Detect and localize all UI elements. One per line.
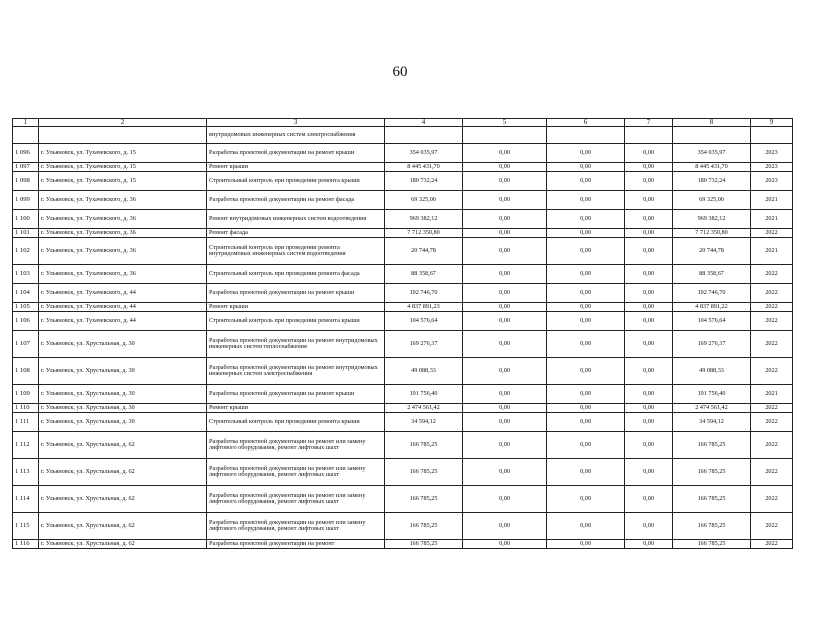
row-address: г. Ульяновск, ул. Хрустальная, д. 62 bbox=[39, 486, 207, 513]
row-total-cost: 88 358,67 bbox=[385, 265, 463, 284]
row-col6-value: 0,00 bbox=[547, 238, 625, 265]
row-col8-value: 49 088,33 bbox=[673, 358, 751, 385]
row-number: 1 100 bbox=[13, 210, 39, 229]
row-col8-value: 969 382,12 bbox=[673, 210, 751, 229]
row-number: 1 114 bbox=[13, 486, 39, 513]
table-row bbox=[13, 331, 793, 358]
row-number: 1 107 bbox=[13, 331, 39, 358]
row-col8-value: 34 594,12 bbox=[673, 413, 751, 432]
table-row bbox=[13, 265, 793, 284]
row-col7-value: 0,00 bbox=[625, 172, 673, 191]
row-col8-value: 104 576,64 bbox=[673, 312, 751, 331]
row-work-type: Разработка проектной документации на ремонт внутридомовых инженерных систем электроснабжения bbox=[207, 358, 385, 385]
row-work-type: Разработка проектной документации на ремонт или замену лифтового оборудования, ремонт лифтовых шахт bbox=[207, 459, 385, 486]
row-address: г. Ульяновск, ул. Тухачевского, д. 15 bbox=[39, 163, 207, 172]
row-col7-value: 0,00 bbox=[625, 144, 673, 163]
row-col6-value: 0,00 bbox=[547, 303, 625, 312]
row-year: 2022 bbox=[751, 331, 793, 358]
row-col7-value: 0,00 bbox=[625, 413, 673, 432]
row-col6-value: 0,00 bbox=[547, 385, 625, 404]
row-col6-value: 0,00 bbox=[547, 210, 625, 229]
col-header: 9 bbox=[751, 119, 793, 127]
row-col5-value: 0,00 bbox=[463, 404, 547, 413]
row-col8-value: 7 712 350,80 bbox=[673, 229, 751, 238]
row-total-cost: 8 445 431,70 bbox=[385, 163, 463, 172]
row-address: г. Ульяновск, ул. Хрустальная, д. 30 bbox=[39, 385, 207, 404]
row-number: 1 111 bbox=[13, 413, 39, 432]
row-year: 2021 bbox=[751, 238, 793, 265]
row-col6-value: 0,00 bbox=[547, 413, 625, 432]
table-row bbox=[13, 486, 793, 513]
row-col5-value: 0,00 bbox=[463, 358, 547, 385]
row-col7-value: 0,00 bbox=[625, 191, 673, 210]
row-col8-value: 191 756,40 bbox=[673, 385, 751, 404]
row-year: 2022 bbox=[751, 513, 793, 540]
col-header: 5 bbox=[463, 119, 547, 127]
row-col5-value: 0,00 bbox=[463, 284, 547, 303]
row-col8-value: 180 732,24 bbox=[673, 172, 751, 191]
row-col8-value: 166 785,25 bbox=[673, 459, 751, 486]
table-row bbox=[13, 284, 793, 303]
table-row bbox=[13, 413, 793, 432]
row-total-cost: 191 756,40 bbox=[385, 385, 463, 404]
row-col6-value: 0,00 bbox=[547, 432, 625, 459]
row-col5-value: 0,00 bbox=[463, 163, 547, 172]
row-address: г. Ульяновск, ул. Хрустальная, д. 62 bbox=[39, 459, 207, 486]
row-total-cost: 49 088,33 bbox=[385, 358, 463, 385]
row-col5-value: 0,00 bbox=[463, 229, 547, 238]
row-work-type: Ремонт внутридомовых инженерных систем водоотведения bbox=[207, 210, 385, 229]
row-total-cost: 34 594,12 bbox=[385, 413, 463, 432]
row-address: г. Ульяновск, ул. Тухачевского, д. 36 bbox=[39, 238, 207, 265]
row-address: г. Ульяновск, ул. Тухачевского, д. 15 bbox=[39, 172, 207, 191]
row-year: 2022 bbox=[751, 284, 793, 303]
row-address: г. Ульяновск, ул. Тухачевского, д. 15 bbox=[39, 144, 207, 163]
row-work-type: Разработка проектной документации на ремонт крыши bbox=[207, 144, 385, 163]
row-col8-value: 192 746,70 bbox=[673, 284, 751, 303]
row-total-cost: 354 035,97 bbox=[385, 144, 463, 163]
row-col8-value: 8 445 431,70 bbox=[673, 163, 751, 172]
table-row bbox=[13, 312, 793, 331]
row-total-cost: 192 746,70 bbox=[385, 284, 463, 303]
row-work-type: Разработка проектной документации на ремонт фасада bbox=[207, 191, 385, 210]
table-row bbox=[13, 210, 793, 229]
row-col8-value: 166 785,25 bbox=[673, 513, 751, 540]
table-row bbox=[13, 303, 793, 312]
table-row bbox=[13, 238, 793, 265]
row-work-type: Строительный контроль при проведении ремонта крыши bbox=[207, 413, 385, 432]
row-col7-value: 0,00 bbox=[625, 358, 673, 385]
row-number: 1 108 bbox=[13, 358, 39, 385]
table-row bbox=[13, 385, 793, 404]
row-work-type: Разработка проектной документации на ремонт крыши bbox=[207, 284, 385, 303]
row-number: 1 102 bbox=[13, 238, 39, 265]
row-total-cost: 4 837 891,23 bbox=[385, 303, 463, 312]
row-number: 1 105 bbox=[13, 303, 39, 312]
row-col5-value: 0,00 bbox=[463, 210, 547, 229]
row-col6-value: 0,00 bbox=[547, 172, 625, 191]
row-work-type: Ремонт фасада bbox=[207, 229, 385, 238]
col-header: 7 bbox=[625, 119, 673, 127]
row-year: 2022 bbox=[751, 413, 793, 432]
row-col5-value: 0,00 bbox=[463, 312, 547, 331]
row-col5-value: 0,00 bbox=[463, 513, 547, 540]
row-number: 1 104 bbox=[13, 284, 39, 303]
row-col6-value: 0,00 bbox=[547, 540, 625, 549]
table-row bbox=[13, 191, 793, 210]
row-total-cost: 169 276,37 bbox=[385, 331, 463, 358]
row-address: г. Ульяновск, ул. Хрустальная, д. 62 bbox=[39, 540, 207, 549]
col-header: 1 bbox=[13, 119, 39, 127]
row-col7-value: 0,00 bbox=[625, 385, 673, 404]
row-address: г. Ульяновск, ул. Тухачевского, д. 36 bbox=[39, 265, 207, 284]
row-col8-value: 20 744,78 bbox=[673, 238, 751, 265]
row-col6-value: 0,00 bbox=[547, 459, 625, 486]
continuation-row bbox=[13, 127, 793, 144]
row-year: 2021 bbox=[751, 210, 793, 229]
row-col6-value: 0,00 bbox=[547, 486, 625, 513]
row-number: 1 099 bbox=[13, 191, 39, 210]
row-total-cost: 20 744,78 bbox=[385, 238, 463, 265]
row-col6-value: 0,00 bbox=[547, 191, 625, 210]
row-total-cost: 166 785,25 bbox=[385, 486, 463, 513]
table-row bbox=[13, 404, 793, 413]
row-total-cost: 166 785,25 bbox=[385, 432, 463, 459]
row-address: г. Ульяновск, ул. Хрустальная, д. 30 bbox=[39, 331, 207, 358]
row-col6-value: 0,00 bbox=[547, 358, 625, 385]
row-col6-value: 0,00 bbox=[547, 284, 625, 303]
row-col5-value: 0,00 bbox=[463, 238, 547, 265]
row-col5-value: 0,00 bbox=[463, 191, 547, 210]
col-header: 6 bbox=[547, 119, 625, 127]
table-row bbox=[13, 163, 793, 172]
row-col5-value: 0,00 bbox=[463, 144, 547, 163]
row-col5-value: 0,00 bbox=[463, 265, 547, 284]
continuation-text: внутридомовых инженерных систем электроснабжения bbox=[207, 127, 385, 144]
row-col8-value: 166 785,25 bbox=[673, 486, 751, 513]
row-col7-value: 0,00 bbox=[625, 303, 673, 312]
row-total-cost: 7 712 350,80 bbox=[385, 229, 463, 238]
row-col7-value: 0,00 bbox=[625, 331, 673, 358]
row-col8-value: 4 837 891,22 bbox=[673, 303, 751, 312]
row-work-type: Разработка проектной документации на ремонт или замену лифтового оборудования, ремонт лифтовых шахт bbox=[207, 432, 385, 459]
row-col7-value: 0,00 bbox=[625, 513, 673, 540]
row-address: г. Ульяновск, ул. Тухачевского, д. 36 bbox=[39, 210, 207, 229]
row-total-cost: 166 785,25 bbox=[385, 513, 463, 540]
row-col5-value: 0,00 bbox=[463, 331, 547, 358]
row-year: 2022 bbox=[751, 404, 793, 413]
row-number: 1 103 bbox=[13, 265, 39, 284]
row-total-cost: 69 325,00 bbox=[385, 191, 463, 210]
row-total-cost: 104 576,64 bbox=[385, 312, 463, 331]
row-address: г. Ульяновск, ул. Тухачевского, д. 44 bbox=[39, 303, 207, 312]
row-col5-value: 0,00 bbox=[463, 486, 547, 513]
row-number: 1 116 bbox=[13, 540, 39, 549]
row-year: 2021 bbox=[751, 191, 793, 210]
table-row bbox=[13, 540, 793, 549]
row-col8-value: 69 325,00 bbox=[673, 191, 751, 210]
row-col7-value: 0,00 bbox=[625, 486, 673, 513]
row-col8-value: 2 474 561,42 bbox=[673, 404, 751, 413]
row-address: г. Ульяновск, ул. Хрустальная, д. 30 bbox=[39, 404, 207, 413]
row-number: 1 098 bbox=[13, 172, 39, 191]
row-work-type: Строительный контроль при проведении ремонта крыши bbox=[207, 172, 385, 191]
row-address: г. Ульяновск, ул. Хрустальная, д. 62 bbox=[39, 513, 207, 540]
row-number: 1 112 bbox=[13, 432, 39, 459]
row-work-type: Ремонт крыши bbox=[207, 163, 385, 172]
row-year: 2022 bbox=[751, 312, 793, 331]
row-number: 1 113 bbox=[13, 459, 39, 486]
row-col6-value: 0,00 bbox=[547, 229, 625, 238]
row-col6-value: 0,00 bbox=[547, 312, 625, 331]
row-col5-value: 0,00 bbox=[463, 172, 547, 191]
row-work-type: Ремонт крыши bbox=[207, 404, 385, 413]
col-header: 8 bbox=[673, 119, 751, 127]
row-work-type: Разработка проектной документации на ремонт внутридомовых инженерных систем теплоснабжения bbox=[207, 331, 385, 358]
row-total-cost: 180 732,24 bbox=[385, 172, 463, 191]
row-total-cost: 969 382,12 bbox=[385, 210, 463, 229]
row-col7-value: 0,00 bbox=[625, 210, 673, 229]
row-year: 2022 bbox=[751, 229, 793, 238]
row-col8-value: 88 358,67 bbox=[673, 265, 751, 284]
row-col7-value: 0,00 bbox=[625, 432, 673, 459]
row-address: г. Ульяновск, ул. Тухачевского, д. 44 bbox=[39, 312, 207, 331]
row-work-type: Строительный контроль при проведении ремонта крыши bbox=[207, 312, 385, 331]
row-year: 2022 bbox=[751, 432, 793, 459]
row-col6-value: 0,00 bbox=[547, 331, 625, 358]
table-row bbox=[13, 144, 793, 163]
row-col7-value: 0,00 bbox=[625, 238, 673, 265]
row-col6-value: 0,00 bbox=[547, 265, 625, 284]
row-total-cost: 2 474 561,42 bbox=[385, 404, 463, 413]
row-year: 2022 bbox=[751, 358, 793, 385]
row-number: 1 096 bbox=[13, 144, 39, 163]
row-col5-value: 0,00 bbox=[463, 385, 547, 404]
table-row bbox=[13, 172, 793, 191]
table-row bbox=[13, 229, 793, 238]
row-work-type: Разработка проектной документации на ремонт крыши bbox=[207, 385, 385, 404]
row-col7-value: 0,00 bbox=[625, 284, 673, 303]
row-col5-value: 0,00 bbox=[463, 303, 547, 312]
row-col5-value: 0,00 bbox=[463, 413, 547, 432]
row-col6-value: 0,00 bbox=[547, 513, 625, 540]
row-work-type: Строительный контроль при проведении ремонта фасада bbox=[207, 265, 385, 284]
row-col6-value: 0,00 bbox=[547, 163, 625, 172]
row-col5-value: 0,00 bbox=[463, 432, 547, 459]
col-header: 2 bbox=[39, 119, 207, 127]
row-number: 1 115 bbox=[13, 513, 39, 540]
row-address: г. Ульяновск, ул. Хрустальная, д. 62 bbox=[39, 432, 207, 459]
row-work-type: Разработка проектной документации на ремонт или замену лифтового оборудования, ремонт лифтовых шахт bbox=[207, 486, 385, 513]
row-col8-value: 166 785,25 bbox=[673, 432, 751, 459]
row-work-type: Строительный контроль при проведении ремонта внутридомовых инженерных систем водоотведения bbox=[207, 238, 385, 265]
row-year: 2021 bbox=[751, 385, 793, 404]
row-year: 2023 bbox=[751, 144, 793, 163]
row-total-cost: 166 785,25 bbox=[385, 540, 463, 549]
row-col7-value: 0,00 bbox=[625, 312, 673, 331]
row-address: г. Ульяновск, ул. Тухачевского, д. 36 bbox=[39, 191, 207, 210]
row-year: 2023 bbox=[751, 163, 793, 172]
table-row bbox=[13, 358, 793, 385]
row-year: 2022 bbox=[751, 459, 793, 486]
row-col6-value: 0,00 bbox=[547, 144, 625, 163]
col-header: 4 bbox=[385, 119, 463, 127]
row-col7-value: 0,00 bbox=[625, 540, 673, 549]
row-total-cost: 166 785,25 bbox=[385, 459, 463, 486]
row-address: г. Ульяновск, ул. Хрустальная, д. 30 bbox=[39, 358, 207, 385]
header-row bbox=[13, 119, 793, 127]
row-work-type: Ремонт крыши bbox=[207, 303, 385, 312]
row-col7-value: 0,00 bbox=[625, 265, 673, 284]
row-year: 2022 bbox=[751, 540, 793, 549]
row-col5-value: 0,00 bbox=[463, 459, 547, 486]
row-col7-value: 0,00 bbox=[625, 404, 673, 413]
row-col7-value: 0,00 bbox=[625, 459, 673, 486]
row-number: 1 106 bbox=[13, 312, 39, 331]
row-col7-value: 0,00 bbox=[625, 229, 673, 238]
row-year: 2022 bbox=[751, 265, 793, 284]
row-year: 2023 bbox=[751, 172, 793, 191]
table-row bbox=[13, 459, 793, 486]
row-address: г. Ульяновск, ул. Тухачевского, д. 36 bbox=[39, 229, 207, 238]
row-col7-value: 0,00 bbox=[625, 163, 673, 172]
row-year: 2022 bbox=[751, 486, 793, 513]
row-address: г. Ульяновск, ул. Хрустальная, д. 30 bbox=[39, 413, 207, 432]
row-number: 1 110 bbox=[13, 404, 39, 413]
row-col8-value: 169 276,37 bbox=[673, 331, 751, 358]
row-work-type: Разработка проектной документации на ремонт или замену лифтового оборудования, ремонт лифтовых шахт bbox=[207, 513, 385, 540]
row-address: г. Ульяновск, ул. Тухачевского, д. 44 bbox=[39, 284, 207, 303]
table-row bbox=[13, 432, 793, 459]
row-col8-value: 354 035,97 bbox=[673, 144, 751, 163]
row-number: 1 101 bbox=[13, 229, 39, 238]
row-col8-value: 166 785,25 bbox=[673, 540, 751, 549]
row-year: 2022 bbox=[751, 303, 793, 312]
row-col5-value: 0,00 bbox=[463, 540, 547, 549]
capital-repair-table bbox=[12, 118, 793, 549]
row-work-type: Разработка проектной документации на ремонт bbox=[207, 540, 385, 549]
col-header: 3 bbox=[207, 119, 385, 127]
row-number: 1 109 bbox=[13, 385, 39, 404]
row-col6-value: 0,00 bbox=[547, 404, 625, 413]
row-number: 1 097 bbox=[13, 163, 39, 172]
page-number: 60 bbox=[392, 64, 408, 80]
table-row bbox=[13, 513, 793, 540]
